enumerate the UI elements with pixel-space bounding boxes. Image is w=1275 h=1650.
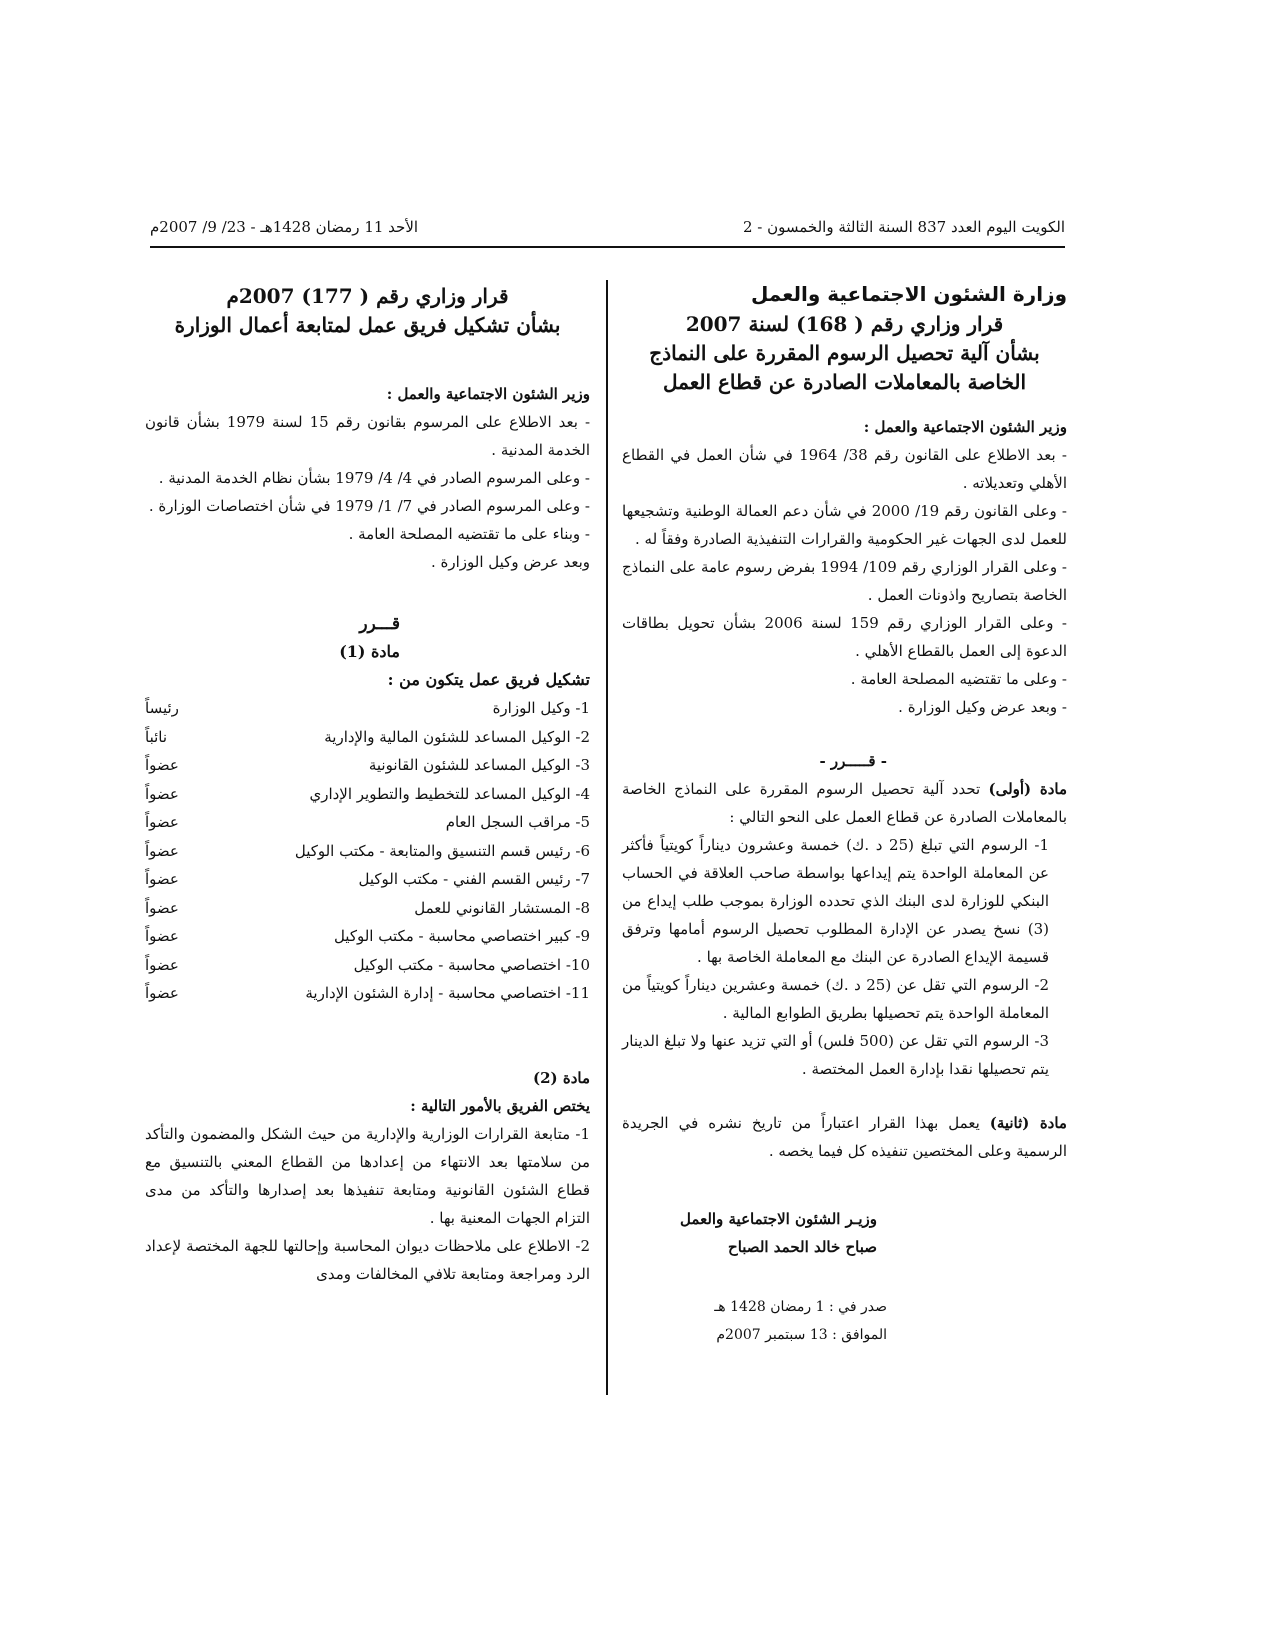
preamble-item: - وبعد عرض وكيل الوزارة .	[898, 698, 1067, 716]
ministry-heading: وزارة الشئون الاجتماعية والعمل	[750, 282, 1067, 306]
page-header	[150, 218, 1065, 244]
member-role: عضواً	[145, 870, 179, 888]
list-item	[145, 780, 590, 809]
member-role: عضواً	[145, 813, 179, 831]
preamble-item: وبعد عرض وكيل الوزارة .	[430, 553, 590, 571]
team-heading: تشكيل فريق عمل يتكون من :	[387, 670, 590, 689]
list-item	[145, 694, 590, 723]
member-name: 6- رئيس قسم التنسيق والمتابعة - مكتب الوكيل	[294, 841, 590, 860]
column-divider	[606, 280, 608, 1395]
member-name: 4- الوكيل المساعد للتخطيط والتطوير الإداري	[309, 784, 590, 803]
member-name: 2- الوكيل المساعد للشئون المالية والإدارية	[324, 727, 590, 746]
article-1-item: 3- الرسوم التي تقل عن (500 فلس) أو التي تزيد عنها ولا تبلغ الدينار يتم تحصيلها نقدا بإدارة العمل المختصة .	[622, 1032, 1049, 1078]
list-item	[145, 951, 590, 980]
signature-title: وزيـر الشئون الاجتماعية والعمل	[680, 1210, 877, 1228]
header-rule	[150, 246, 1065, 248]
header-date: الأحد 11 رمضان 1428هـ - 23/ 9/ 2007م	[150, 218, 419, 236]
preamble-item: - وعلى القرار الوزاري رقم 159 لسنة 2006 بشأن تحويل بطاقات الدعوة إلى العمل بالقطاع الأهلي .	[622, 614, 1067, 660]
decree-168-title: قرار وزاري رقم ( 168) لسنة 2007	[685, 312, 1004, 336]
article-2-label: مادة (2)	[532, 1068, 590, 1087]
list-item	[145, 894, 590, 923]
member-role: عضواً	[145, 898, 179, 917]
minister-heading: وزير الشئون الاجتماعية والعمل :	[863, 418, 1067, 436]
article-2-heading: يختص الفريق بالأمور التالية :	[410, 1096, 590, 1115]
issued-date: صدر في : 1 رمضان 1428 هـ	[714, 1299, 887, 1315]
preamble-item: - وعلى القانون رقم 19/ 2000 في شأن دعم العمالة الوطنية وتشجيعها للعمل لدى الجهات غير الحكومية والقرارات التنفيذية الصادرة وفقاً له .	[622, 502, 1067, 548]
member-role: عضواً	[145, 841, 179, 860]
member-name: 11- اختصاصي محاسبة - إدارة الشئون الإدارية	[305, 984, 590, 1002]
minister-heading: وزير الشئون الاجتماعية والعمل :	[386, 385, 590, 403]
team-members-list	[145, 694, 590, 1008]
decree-168-subject-line-1: بشأن آلية تحصيل الرسوم المقررة على النماذج	[649, 341, 1040, 365]
preamble-item: - وعلى ما تقتضيه المصلحة العامة .	[850, 670, 1067, 688]
member-name: 8- المستشار القانوني للعمل	[414, 898, 590, 917]
decree-168-subject-line-2: الخاصة بالمعاملات الصادرة عن قطاع العمل	[663, 370, 1026, 394]
article-2-label: مادة (ثانية)	[989, 1114, 1067, 1132]
list-item	[145, 723, 590, 752]
left-column	[145, 282, 590, 1288]
preamble-item: - وعلى المرسوم الصادر في 7/ 1/ 1979 في شأن اختصاصات الوزارة .	[148, 497, 590, 515]
member-role: رئيساً	[145, 699, 179, 717]
member-role: عضواً	[145, 984, 179, 1002]
member-name: 5- مراقب السجل العام	[445, 813, 590, 831]
preamble-item: - بعد الاطلاع على المرسوم بقانون رقم 15 لسنة 1979 بشأن قانون الخدمة المدنية .	[145, 413, 591, 459]
list-item	[145, 837, 590, 866]
corresponding-date: الموافق : 13 سبتمبر 2007م	[716, 1327, 887, 1343]
list-item	[145, 979, 590, 1008]
article-1-label: مادة (أولى)	[988, 780, 1067, 798]
preamble-item: - وعلى المرسوم الصادر في 4/ 4/ 1979 بشأن نظام الخدمة المدنية .	[158, 469, 590, 487]
article-2-item: 2- الاطلاع على ملاحظات ديوان المحاسبة وإحالتها للجهة المختصة لإعداد الرد ومراجعة ومتابعة تلافي المخالفات ومدى	[145, 1236, 590, 1283]
member-role: عضواً	[145, 955, 179, 974]
preamble-item: - بعد الاطلاع على القانون رقم 38/ 1964 في شأن العمل في القطاع الأهلي وتعديلاته .	[622, 446, 1067, 492]
signature-name: صباح خالد الحمد الصباح	[728, 1238, 877, 1256]
decided-heading: قـــرر	[359, 614, 400, 634]
list-item	[145, 751, 590, 780]
decree-177-subject: بشأن تشكيل فريق عمل لمتابعة أعمال الوزارة	[174, 313, 561, 337]
header-issue-info: الكويت اليوم العدد 837 السنة الثالثة والخمسون - 2	[742, 218, 1065, 236]
list-item	[145, 808, 590, 837]
right-column	[622, 282, 1067, 1349]
article-1-label: مادة (1)	[339, 642, 400, 661]
member-role: عضواً	[145, 784, 179, 803]
list-item	[145, 922, 590, 951]
article-1-item: 2- الرسوم التي تقل عن (25 د .ك) خمسة وعشرين ديناراً كويتياً من المعاملة الواحدة يتم تحصيلها بطريق الطوابع المالية .	[622, 976, 1049, 1022]
list-item	[145, 865, 590, 894]
preamble-item: - وبناء على ما تقتضيه المصلحة العامة .	[348, 525, 590, 543]
member-name: 9- كبير اختصاصي محاسبة - مكتب الوكيل	[333, 927, 590, 945]
member-role: عضواً	[145, 756, 179, 774]
member-role: نائباً	[145, 727, 168, 746]
member-role: عضواً	[145, 927, 179, 945]
member-name: 10- اختصاصي محاسبة - مكتب الوكيل	[353, 955, 590, 974]
article-2-item: 1- متابعة القرارات الوزارية والإدارية من حيث الشكل والمضمون والتأكد من سلامتها بعد الانتهاء من إعدادها من القطاع المعني بالتنسيق مع قطاع الشئون القانونية ومتابعة تنفيذها بعد إصدارها والتأكد من مدى التزام الجهات المعنية بها .	[145, 1124, 590, 1227]
article-1-item: 1- الرسوم التي تبلغ (25 د .ك) خمسة وعشرون ديناراً كويتياً فأكثر عن المعاملة الواحدة يتم إيداعها بواسطة صاحب العلاقة في الحساب البنكي للوزارة لدى البنك الذي تحدده الوزارة بموجب طلب إيداع من (3) نسخ يصدر عن الإدارة المطلوب تحصيل الرسوم أمامها وترفق قسيمة الإيداع الصادرة عن البنك مع المعاملة الخاصة بها .	[622, 836, 1049, 966]
preamble-item: - وعلى القرار الوزاري رقم 109/ 1994 بفرض رسوم عامة على النماذج الخاصة بتصاريح واذونات العمل .	[622, 558, 1067, 604]
member-name: 7- رئيس القسم الفني - مكتب الوكيل	[358, 870, 590, 888]
article-2-text: يعمل بهذا القرار اعتباراً من تاريخ نشره في الجريدة الرسمية وعلى المختصين تنفيذه كل فيما يخصه .	[622, 1114, 1067, 1160]
article-1-intro: تحدد آلية تحصيل الرسوم المقررة على النماذج الخاصة بالمعاملات الصادرة عن قطاع العمل على النحو التالي :	[622, 780, 1067, 826]
decree-177-title: قرار وزاري رقم ( 177) 2007م	[226, 284, 509, 308]
member-name: 3- الوكيل المساعد للشئون القانونية	[368, 756, 590, 774]
decided-heading: - قـــــرر -	[819, 752, 887, 770]
member-name: 1- وكيل الوزارة	[492, 699, 590, 717]
